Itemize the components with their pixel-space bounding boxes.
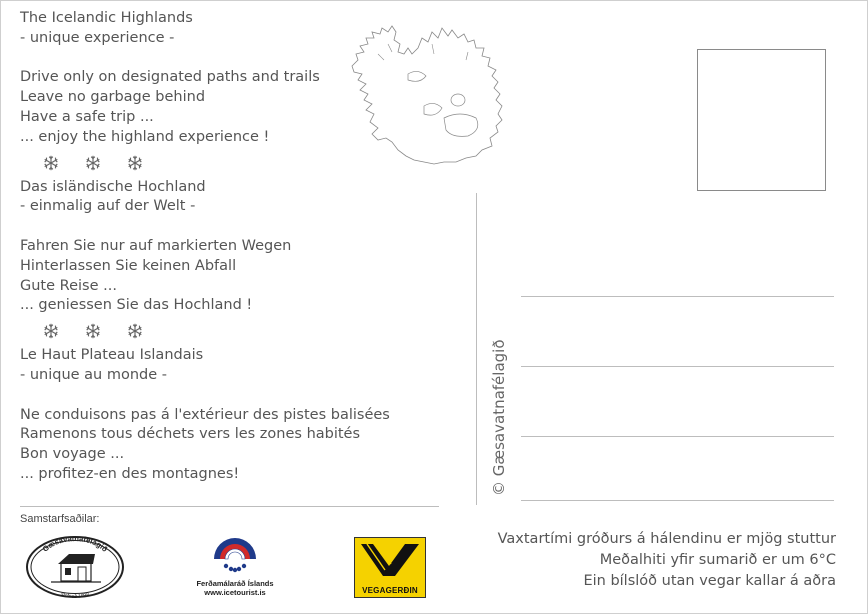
english-line: Have a safe trip ...: [20, 108, 154, 125]
german-line: Hinterlassen Sie keinen Abfall: [20, 257, 237, 274]
snowflake-icon: [42, 322, 60, 340]
snowflake-icon: [126, 154, 144, 172]
english-line: ... enjoy the highland experience !: [20, 128, 270, 145]
gaesavatna-logo: [25, 535, 125, 598]
divider-line: [20, 506, 439, 507]
english-line: Leave no garbage behind: [20, 89, 206, 106]
vegagerdin-logo: [354, 537, 426, 598]
partners-label: Samstarfsaðilar:: [20, 513, 100, 525]
german-line: Fahren Sie nur auf markierten Wegen: [20, 237, 292, 254]
center-divider: [476, 193, 477, 505]
gaesavatna-emblem-icon: [25, 535, 125, 598]
gaesavatna-logo-subtext: stofnað 1999: [60, 591, 90, 598]
icelandic-line: Meðalhiti yfir sumarið er um 6°C: [599, 552, 836, 568]
gaesavatna-logo-text: Gæsavatnafélagið: [40, 535, 110, 554]
vegagerdin-emblem-icon: [355, 538, 425, 582]
copyright-text: © Gæsavatnafélagið: [490, 339, 508, 496]
french-line: ... profitez-en des montagnes!: [20, 465, 240, 482]
german-line: ... geniessen Sie das Hochland !: [20, 297, 253, 314]
ferdamalarad-url: www.icetourist.is: [204, 588, 266, 597]
french-subtitle: - unique au monde -: [20, 366, 168, 383]
snowflake-icon: [42, 154, 60, 172]
english-line: Drive only on designated paths and trails: [20, 69, 320, 86]
english-subtitle: - unique experience -: [20, 29, 175, 46]
icelandic-message: [498, 529, 836, 592]
iceland-map-icon: [348, 14, 508, 166]
english-title: The Icelandic Highlands: [20, 10, 193, 26]
address-line: [521, 296, 834, 297]
vegagerdin-name: VEGAGERÐIN: [362, 586, 418, 595]
snowflake-icon: [126, 322, 144, 340]
icelandic-line: Ein bílslóð utan vegar kallar á aðra: [583, 573, 836, 589]
address-line: [521, 366, 834, 367]
ferdamalarad-name: Ferðamálaráð Íslands: [196, 579, 274, 588]
french-line: Ramenons tous déchets vers les zones habités: [20, 426, 361, 443]
address-line: [521, 436, 834, 437]
icelandic-line: Vaxtartími gróðurs á hálendinu er mjög stuttur: [497, 531, 836, 547]
german-title: Das isländische Hochland: [20, 178, 206, 195]
stamp-box: [697, 49, 826, 191]
german-line: Gute Reise ...: [20, 277, 117, 294]
french-line: Ne conduisons pas á l'extérieur des pistes balisées: [20, 406, 390, 423]
french-title: Le Haut Plateau Islandais: [20, 347, 204, 364]
french-line: Bon voyage ...: [20, 446, 125, 463]
ferdamalarad-logo: [190, 537, 280, 599]
ferdamalarad-emblem-icon: [190, 537, 280, 575]
german-subtitle: - einmalig auf der Welt -: [20, 198, 196, 215]
snowflake-icon: [84, 154, 102, 172]
snowflake-icon: [84, 322, 102, 340]
snowflake-divider: [20, 316, 440, 346]
address-line: [521, 500, 834, 501]
